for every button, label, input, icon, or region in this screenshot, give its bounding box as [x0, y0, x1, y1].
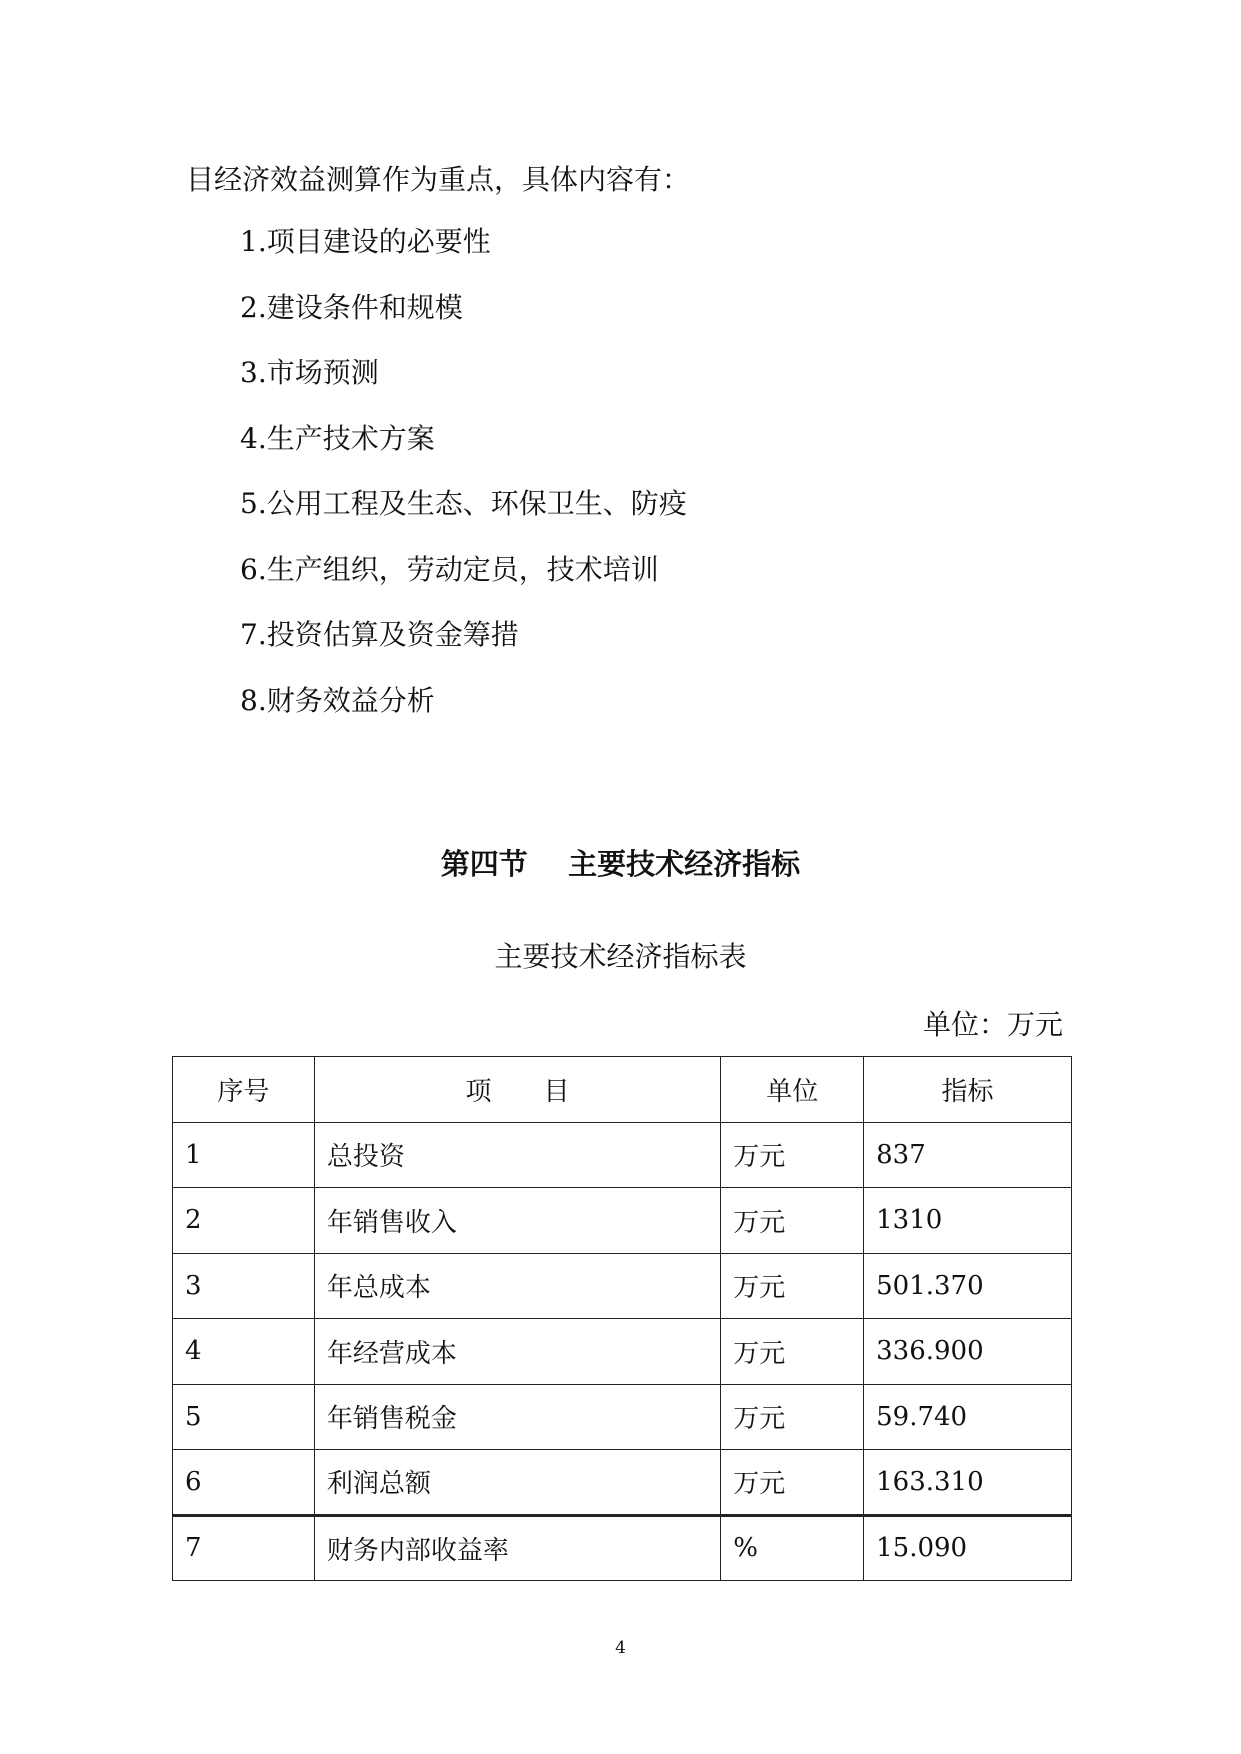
- section-title: 第四节 主要技术经济指标: [440, 847, 801, 881]
- unit-label: 单位：万元: [922, 1008, 1063, 1041]
- table-row: [173, 1319, 1072, 1385]
- table-header-row: [173, 1057, 1072, 1123]
- cell-item: 年经营成本: [314, 1319, 720, 1385]
- intro-paragraph: 目经济效益测算作为重点，具体内容有：: [186, 163, 691, 196]
- list-item: 3.市场预测: [240, 356, 379, 389]
- cell-item: 财务内部收益率: [314, 1515, 720, 1581]
- cell-item: 利润总额: [314, 1450, 720, 1516]
- cell-value: 15.090: [864, 1515, 1072, 1581]
- list-item: 1.项目建设的必要性: [240, 225, 491, 258]
- cell-value: 59.740: [864, 1384, 1072, 1450]
- cell-value: 837: [864, 1122, 1072, 1188]
- cell-index: 4: [173, 1319, 315, 1385]
- cell-unit: %: [721, 1515, 864, 1581]
- cell-value: 501.370: [864, 1253, 1072, 1319]
- cell-index: 2: [173, 1188, 315, 1254]
- cell-item: 年总成本: [314, 1253, 720, 1319]
- cell-index: 6: [173, 1450, 315, 1516]
- list-item: 8.财务效益分析: [240, 683, 435, 717]
- list-item: 6.生产组织，劳动定员，技术培训: [240, 552, 659, 586]
- cell-item: 总投资: [314, 1122, 720, 1188]
- header-cell-index: 序号: [173, 1057, 315, 1123]
- list-item: 2.建设条件和规模: [240, 290, 463, 324]
- cell-unit: 万元: [721, 1253, 864, 1319]
- table-row: [173, 1384, 1072, 1450]
- cell-item: 年销售收入: [314, 1188, 720, 1254]
- header-cell-item: 项 目: [314, 1057, 720, 1123]
- cell-unit: 万元: [721, 1450, 864, 1516]
- table-row: [173, 1122, 1072, 1188]
- table-row: [173, 1515, 1072, 1581]
- cell-index: 5: [173, 1384, 315, 1450]
- cell-unit: 万元: [721, 1384, 864, 1450]
- list-item: 7.投资估算及资金筹措: [240, 618, 519, 651]
- table-title: 主要技术经济指标表: [494, 940, 747, 973]
- cell-item: 年销售税金: [314, 1384, 720, 1450]
- contents-list: [240, 222, 687, 746]
- list-item: 4.生产技术方案: [240, 421, 435, 455]
- cell-unit: 万元: [721, 1319, 864, 1385]
- page-number: 4: [615, 1638, 626, 1658]
- cell-index: 7: [173, 1515, 315, 1581]
- cell-unit: 万元: [721, 1188, 864, 1254]
- cell-value: 1310: [864, 1188, 1072, 1254]
- table-row: [173, 1188, 1072, 1254]
- cell-index: 3: [173, 1253, 315, 1319]
- header-cell-unit: 单位: [721, 1057, 864, 1123]
- cell-unit: 万元: [721, 1122, 864, 1188]
- table-row: [173, 1253, 1072, 1319]
- table-row: [173, 1450, 1072, 1516]
- cell-value: 163.310: [864, 1450, 1072, 1516]
- metrics-table: [172, 1056, 1072, 1581]
- list-item: 5.公用工程及生态、环保卫生、防疫: [240, 487, 687, 520]
- cell-index: 1: [173, 1122, 315, 1188]
- cell-value: 336.900: [864, 1319, 1072, 1385]
- header-cell-value: 指标: [864, 1057, 1072, 1123]
